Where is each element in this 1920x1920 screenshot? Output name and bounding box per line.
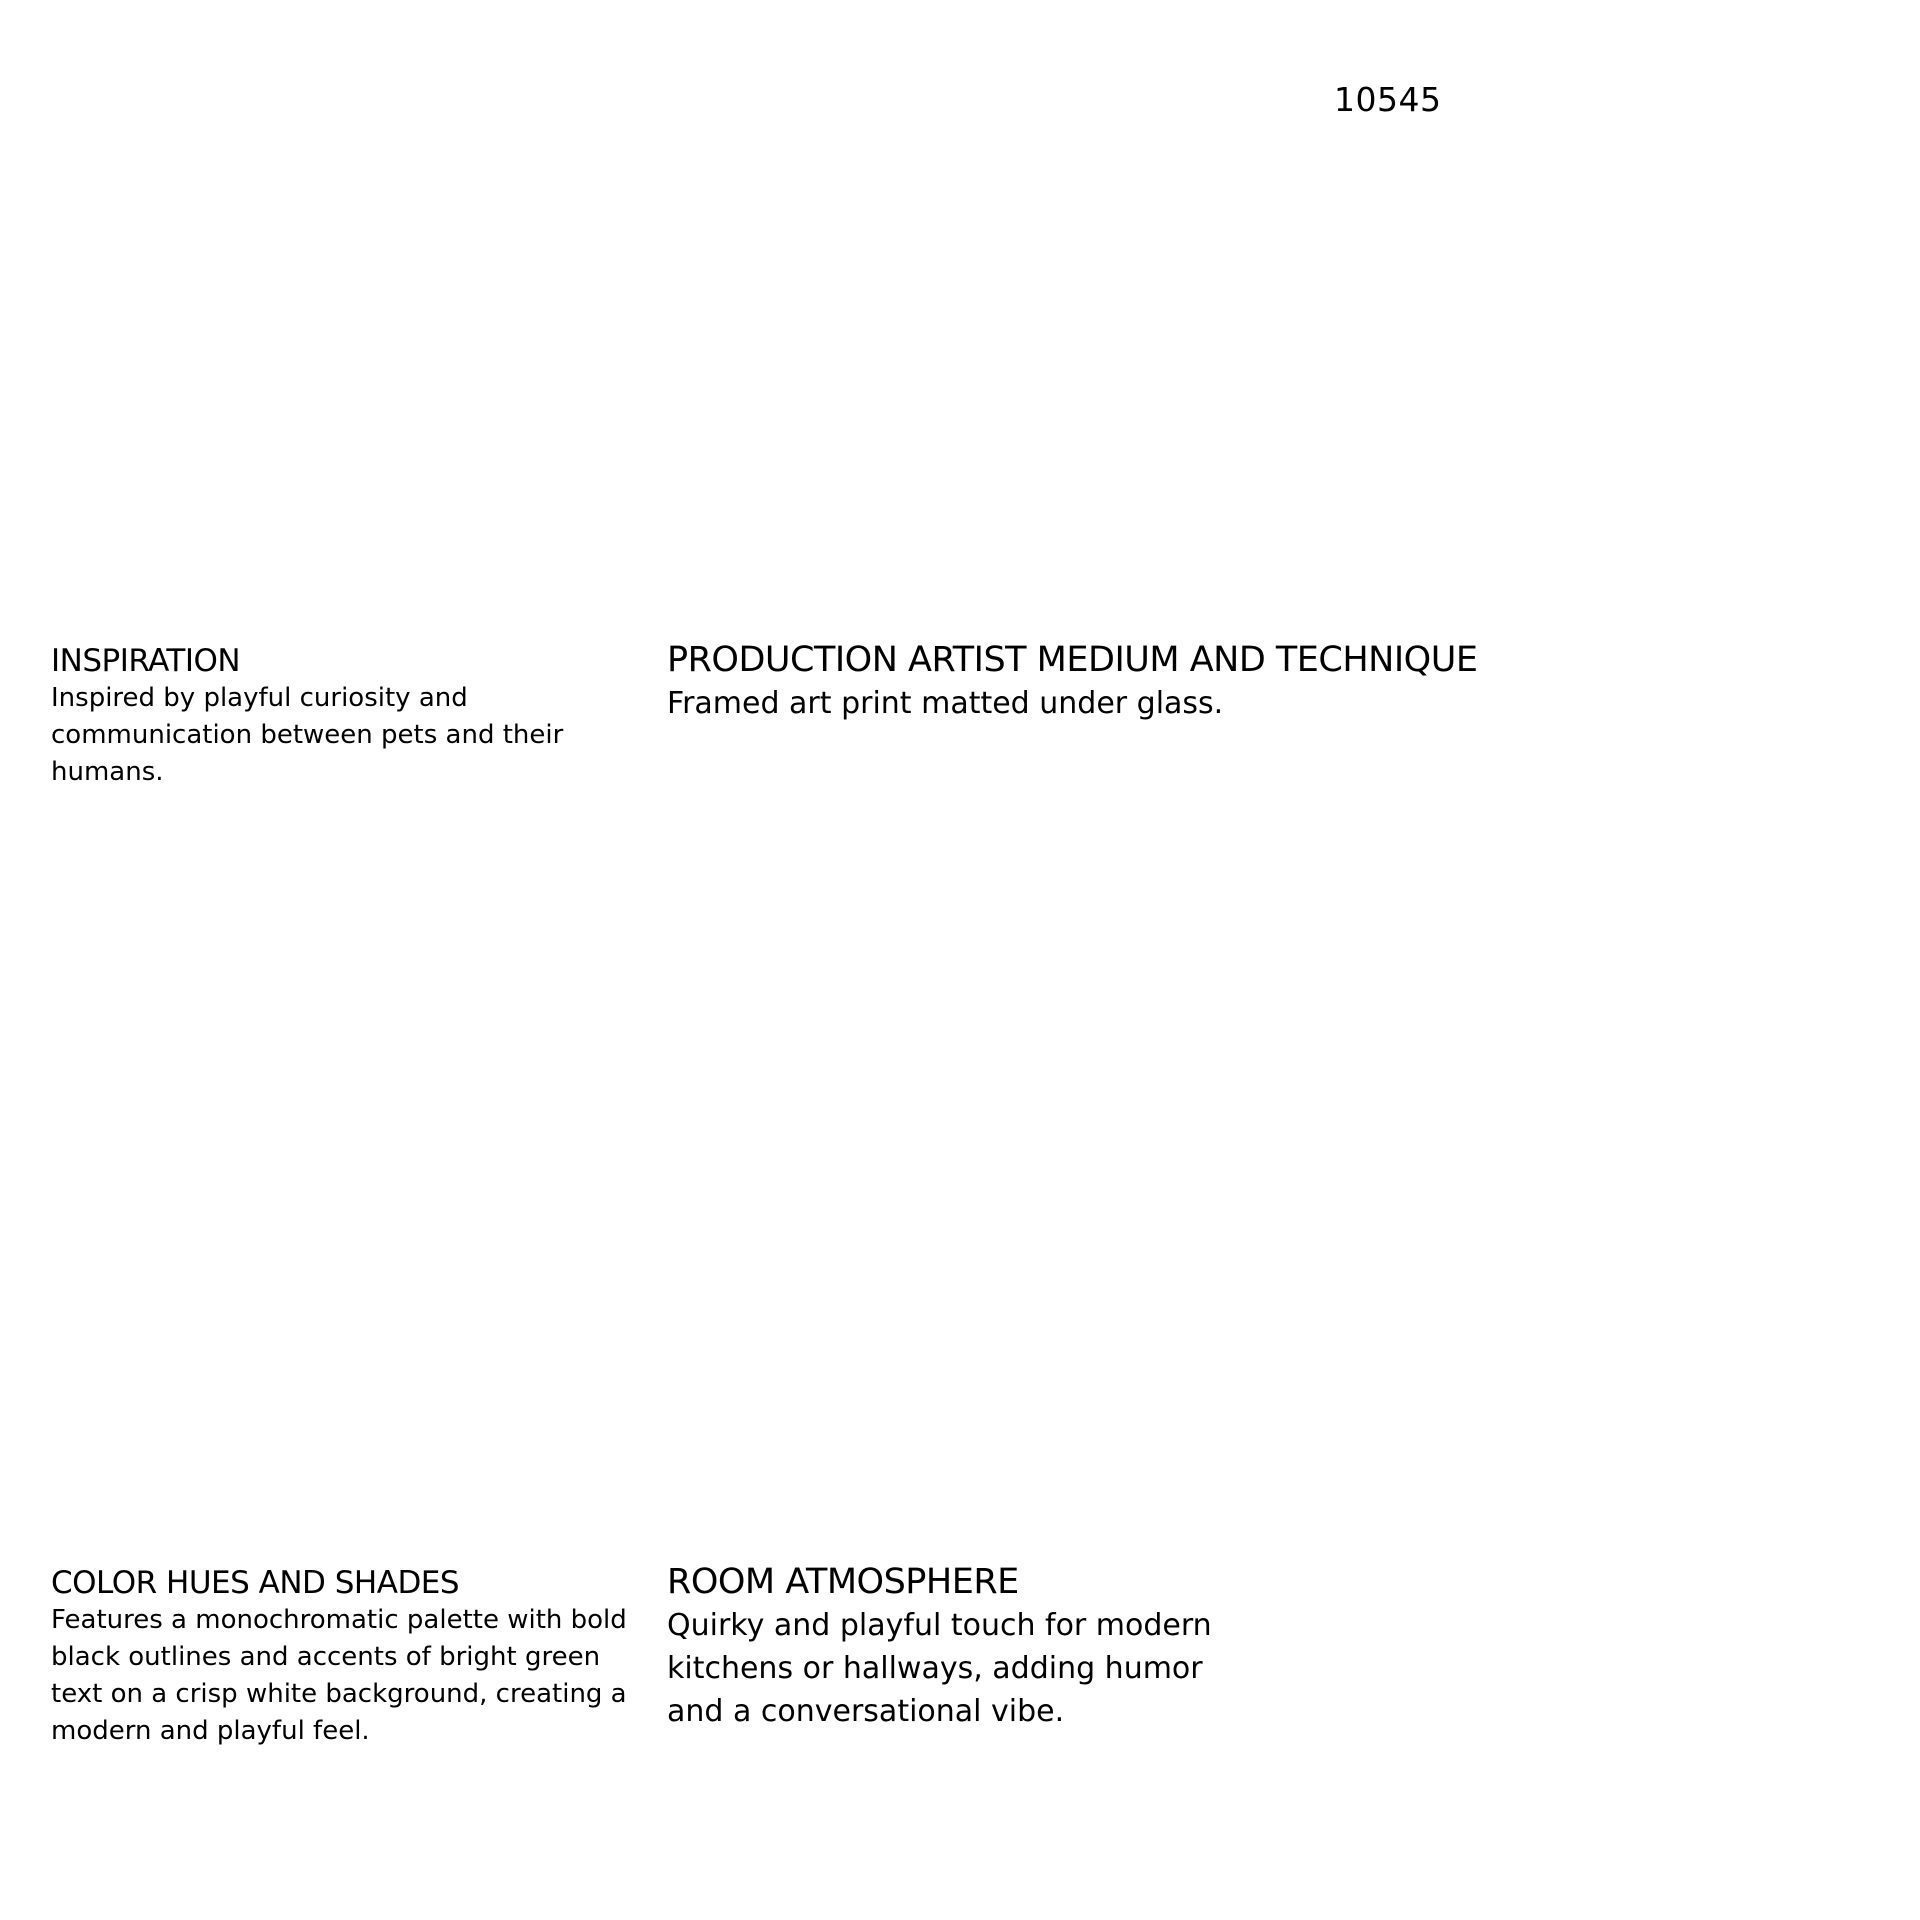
room-section <box>667 1560 1247 1733</box>
room-body: Quirky and playful touch for modern kitchens or hallways, adding humor and a conversational vibe. <box>667 1608 1212 1729</box>
medium-body: Framed art print matted under glass. <box>667 686 1224 721</box>
color-heading: COLOR HUES AND SHADES <box>51 1565 460 1601</box>
inspiration-body: Inspired by playful curiosity and communication between pets and their humans. <box>51 683 564 787</box>
color-body: Features a monochromatic palette with bold black outlines and accents of bright green text on a crisp white background, creating a modern and playful feel. <box>51 1605 627 1746</box>
medium-heading: PRODUCTION ARTIST MEDIUM AND TECHNIQUE <box>667 640 1478 680</box>
document-number: 10545 <box>1334 80 1442 119</box>
inspiration-section <box>51 642 591 791</box>
color-section <box>51 1564 651 1750</box>
inspiration-heading: INSPIRATION <box>51 643 241 679</box>
room-heading: ROOM ATMOSPHERE <box>667 1562 1019 1602</box>
medium-section <box>667 638 1867 725</box>
